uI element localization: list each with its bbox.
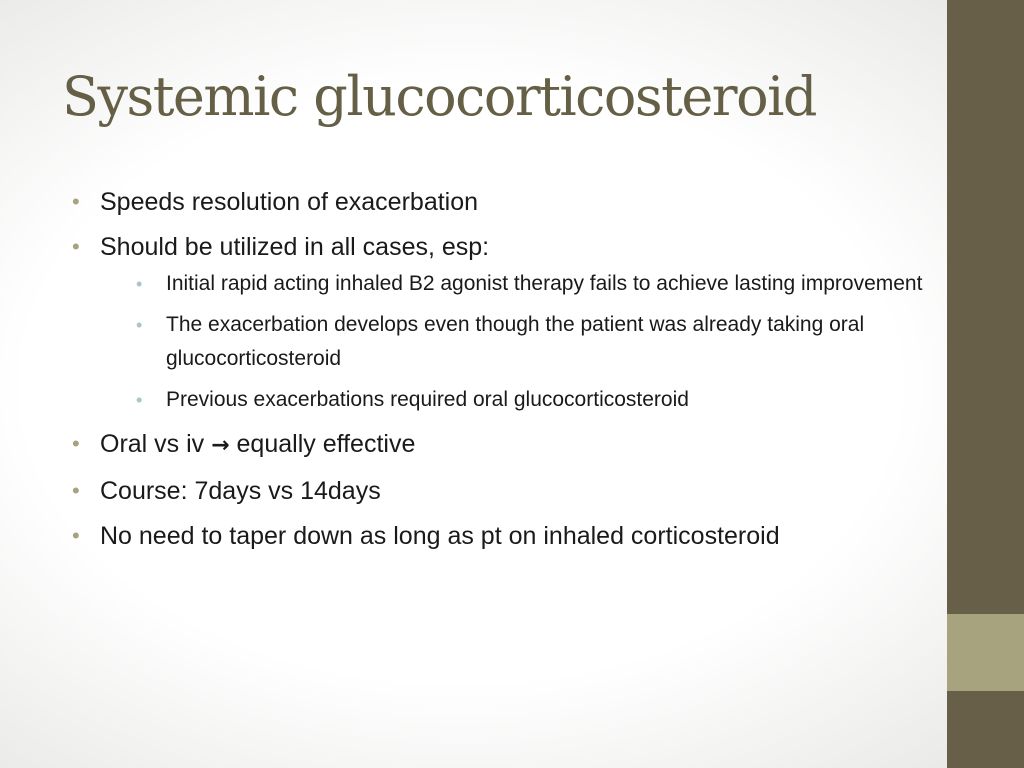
bullet-text: Oral vs iv: [100, 430, 205, 458]
sub-bullet-list: [100, 267, 930, 417]
bullet-item: • Course: 7days vs 14days: [70, 473, 930, 509]
slide-body: [70, 184, 930, 563]
sub-bullet-item: • Previous exacerbations required oral glucocorticosteroid: [133, 383, 930, 417]
side-accent-block: [947, 614, 1024, 691]
bullet-text: Should be utilized in all cases, esp:: [100, 233, 490, 261]
bullet-item: [70, 426, 930, 464]
bullet-item: • Speeds resolution of exacerbation: [70, 184, 930, 220]
arrow-right-icon: →: [211, 433, 230, 458]
bullet-text: equally effective: [236, 430, 416, 458]
sub-bullet-item: • Initial rapid acting inhaled B2 agonist therapy fails to achieve lasting improvement: [133, 267, 930, 301]
bullet-item: • No need to taper down as long as pt on inhaled corticosteroid: [70, 518, 930, 554]
bullet-item: [70, 229, 930, 417]
bullet-list: [70, 184, 930, 554]
sub-bullet-item: • The exacerbation develops even though the patient was already taking oral glucocorticosteroid: [133, 308, 930, 376]
slide-title: Systemic glucocorticosteroid: [62, 65, 816, 128]
